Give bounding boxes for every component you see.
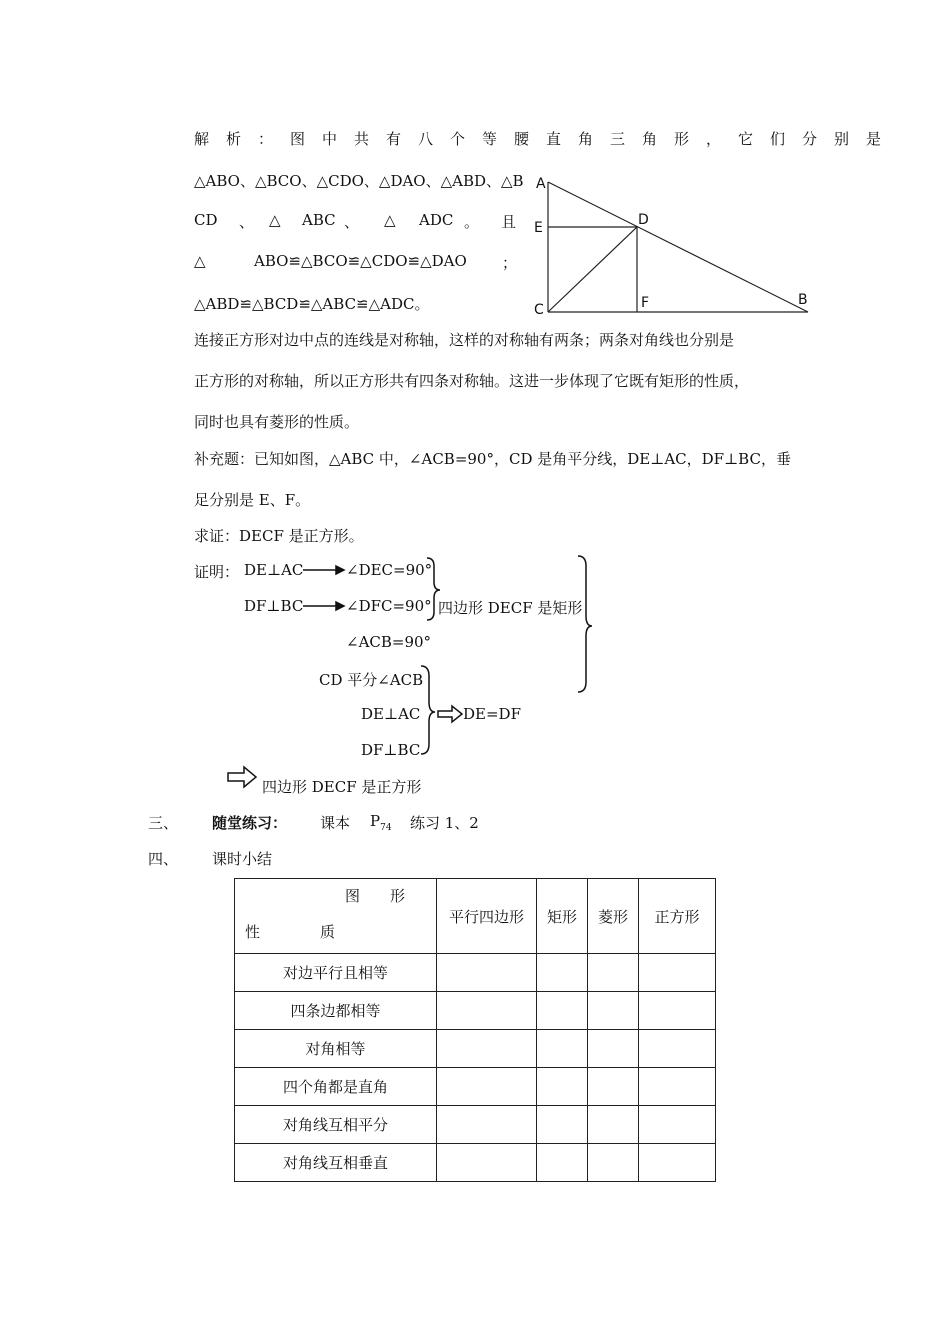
proof-result-1: ∠DEC=90° (346, 561, 433, 579)
table-cell[interactable] (588, 1068, 639, 1106)
table-cell[interactable] (588, 1144, 639, 1182)
analysis-line-4 (194, 252, 519, 272)
row-label: 四条边都相等 (235, 992, 437, 1030)
analysis-line-2: △ABO、△BCO、△CDO、△DAO、△ABD、△B (194, 172, 524, 190)
table-row (235, 1144, 716, 1182)
analysis-line-5: △ABD≌△BCD≌△ABC≌△ADC。 (194, 295, 430, 313)
proof-prefix: 证明： (194, 563, 240, 581)
text-semicolon: ； (502, 254, 518, 272)
row-label: 对边平行且相等 (235, 954, 437, 992)
proof-rectangle: 四边形 DECF 是矩形 (438, 599, 583, 617)
label-a: A (536, 176, 546, 192)
supplement-goal: 求证：DECF 是正方形。 (194, 527, 364, 545)
text-adc: ADC (419, 211, 454, 229)
table-cell[interactable] (437, 1030, 537, 1068)
row-label: 对角线互相平分 (235, 1106, 437, 1144)
corner-bottom-label: 性 质 (245, 923, 336, 941)
text-congruence-1: ABO≌△BCO≌△CDO≌△DAO (254, 252, 467, 270)
table-cell[interactable] (588, 1030, 639, 1068)
section-4-title: 课时小结 (212, 850, 273, 868)
section-3-exercise: 练习 1、2 (410, 814, 479, 832)
proof-equal: DE=DF (463, 705, 521, 723)
row-label: 对角线互相垂直 (235, 1144, 437, 1182)
supplement-line-2: 足分别是 E、F。 (194, 491, 311, 509)
analysis-line-1: 解析：图中共有八个等腰直角三角形，它们分别是 (194, 130, 899, 148)
row-label: 四个角都是直角 (235, 1068, 437, 1106)
label-d: D (638, 212, 649, 228)
table-cell[interactable] (437, 1106, 537, 1144)
summary-table (234, 878, 716, 1182)
table-cell[interactable] (639, 954, 716, 992)
text-period: 。 (464, 213, 480, 231)
table-cell[interactable] (437, 992, 537, 1030)
table-row (235, 1030, 716, 1068)
table-cell[interactable] (537, 992, 588, 1030)
table-cell[interactable] (537, 1144, 588, 1182)
section-3-number: 三、 (148, 814, 179, 832)
text-comma-1: 、 (239, 213, 255, 231)
table-cell[interactable] (537, 1068, 588, 1106)
proof-conclusion: 四边形 DECF 是正方形 (262, 778, 422, 796)
table-cell[interactable] (588, 992, 639, 1030)
section-3-page (370, 812, 392, 833)
row-label: 对角相等 (235, 1030, 437, 1068)
table-cell[interactable] (437, 1144, 537, 1182)
table-cell[interactable] (588, 954, 639, 992)
label-f: F (641, 295, 650, 311)
proof-df-perp: DF⊥BC (361, 741, 421, 759)
table-header-row (235, 879, 716, 954)
label-b: B (798, 292, 808, 308)
table-cell[interactable] (639, 992, 716, 1030)
page-letter: P (370, 812, 381, 830)
table-cell[interactable] (639, 1106, 716, 1144)
corner-top-label: 图 形 (345, 887, 406, 905)
arrow-2-head-icon (336, 602, 344, 610)
implies-big-icon (228, 767, 256, 787)
table-row (235, 1106, 716, 1144)
segment-ab (548, 182, 808, 312)
proof-de-perp: DE⊥AC (361, 705, 421, 723)
text-cd: CD (194, 211, 218, 229)
triangle-diagram (530, 170, 810, 320)
brace-2-icon (578, 556, 592, 692)
text-triangle-3: △ (194, 252, 206, 270)
column-header: 菱形 (588, 879, 639, 954)
table-corner-cell (235, 879, 437, 954)
arrow-1-head-icon (336, 566, 344, 574)
table-cell[interactable] (537, 954, 588, 992)
table-cell[interactable] (437, 1068, 537, 1106)
table-cell[interactable] (537, 1030, 588, 1068)
proof-result-2: ∠DFC=90° (346, 597, 432, 615)
section-4-number: 四、 (148, 850, 179, 868)
paragraph-line-2: 正方形的对称轴，所以正方形共有四条对称轴。这进一步体现了它既有矩形的性质， (194, 372, 750, 390)
proof-premise-2: DF⊥BC (244, 597, 304, 615)
table-cell[interactable] (639, 1144, 716, 1182)
analysis-line-3 (194, 211, 519, 231)
table-cell[interactable] (639, 1068, 716, 1106)
paragraph-line-1: 连接正方形对边中点的连线是对称轴，这样的对称轴有两条；两条对角线也分别是 (194, 331, 735, 349)
page-number: 74 (380, 823, 392, 833)
label-e: E (534, 220, 543, 236)
text-abc: ABC (302, 211, 336, 229)
table-row (235, 1068, 716, 1106)
text-triangle-2: △ (384, 211, 396, 229)
supplement-line-1: 补充题：已知如图，△ABC 中，∠ACB=90°，CD 是角平分线，DE⊥AC，DF⊥BC，垂 (194, 450, 791, 468)
section-3-book: 课本 (320, 814, 351, 832)
section-3-title: 随堂练习： (212, 814, 288, 832)
label-c: C (534, 302, 544, 318)
proof-bisector: CD 平分∠ACB (319, 671, 424, 689)
column-header: 矩形 (537, 879, 588, 954)
proof-premise-1: DE⊥AC (244, 561, 304, 579)
text-qie: 且 (501, 213, 517, 231)
paragraph-line-3: 同时也具有菱形的性质。 (194, 413, 360, 431)
column-header: 平行四边形 (437, 879, 537, 954)
table-cell[interactable] (639, 1030, 716, 1068)
table-row (235, 992, 716, 1030)
text-triangle-1: △ (269, 211, 281, 229)
column-header: 正方形 (639, 879, 716, 954)
proof-result-3: ∠ACB=90° (346, 633, 432, 651)
segment-cd (548, 227, 637, 312)
text-comma-2: 、 (344, 213, 360, 231)
table-cell[interactable] (437, 954, 537, 992)
table-row (235, 954, 716, 992)
table-cell[interactable] (588, 1106, 639, 1144)
implies-small-icon (438, 706, 462, 722)
table-cell[interactable] (537, 1106, 588, 1144)
